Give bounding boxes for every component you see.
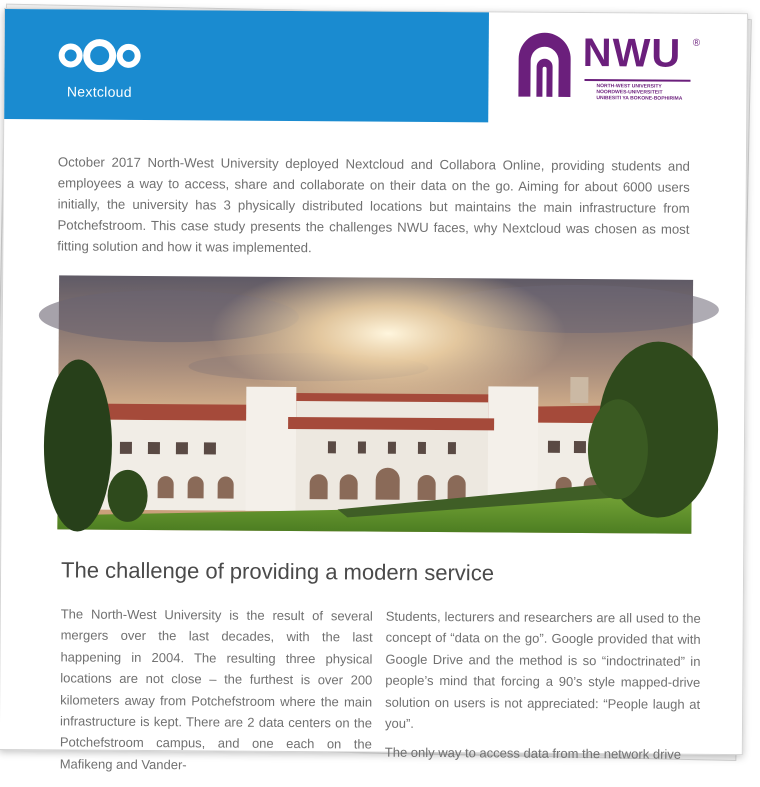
paragraph: The North-West University is the result of several mergers over the last decades, with the last happening in 2004. The resulting three physical locations are not close – the furthest is over 200 kilometers away from Potchefstroom where the main infrastructure is kept. There are 2 data centers on the Potchefstroom campus, and one each on the Mafikeng and Vander- bbox=[59, 606, 373, 773]
nwu-subtitle-line: UNIBESITI YA BOKONE-BOPHIRIMA bbox=[596, 95, 683, 102]
section-title: The challenge of providing a modern service bbox=[60, 557, 495, 586]
nwu-subtitle-line: NORTH-WEST UNIVERSITY bbox=[596, 83, 662, 90]
roof bbox=[288, 417, 494, 430]
nextcloud-logo bbox=[54, 37, 144, 102]
chimney bbox=[570, 377, 588, 403]
nwu-subtitle-line: NOORDWES-UNIVERSITEIT bbox=[596, 89, 663, 96]
intro-paragraph: October 2017 North-West University deployed Nextcloud and Collabora Online, providing students and employees a way to access, share and collaborate on their data on the go. Aiming for about 6000 users initially, the university has 3 physically distributed locations but maintains the main infrastructure from Potchefstroom. This case study presents the challenges NWU faces, why Nextcloud was chosen as most fitting solution and how it was implemented. bbox=[57, 154, 690, 256]
nextcloud-circles-icon bbox=[55, 37, 145, 78]
nwu-wordmark: NWU bbox=[582, 31, 682, 76]
tower bbox=[245, 387, 296, 511]
paragraph: Students, lecturers and researchers are all used to the concept of “data on the go”. Google provided that with Google Drive and the method is so “indoctrinated” in people’s mind that forcing a 90’s style mapped-drive solution on users is not appreciated: “People laugh at you”. bbox=[384, 608, 701, 731]
nwu-divider bbox=[585, 79, 691, 82]
registered-mark: ® bbox=[692, 37, 701, 49]
nwu-logo bbox=[512, 31, 733, 123]
document-page bbox=[0, 8, 748, 773]
nextcloud-header-band bbox=[4, 9, 489, 122]
nextcloud-wordmark: Nextcloud bbox=[66, 83, 132, 100]
campus-building-photo bbox=[57, 275, 693, 533]
nwu-subtitle bbox=[596, 83, 716, 102]
paragraph: The only way to access data from the network drive bbox=[384, 745, 682, 763]
nwu-emblem-icon bbox=[512, 31, 577, 103]
text-column-left bbox=[60, 603, 373, 784]
tree bbox=[107, 470, 147, 522]
text-column-right bbox=[385, 606, 701, 774]
